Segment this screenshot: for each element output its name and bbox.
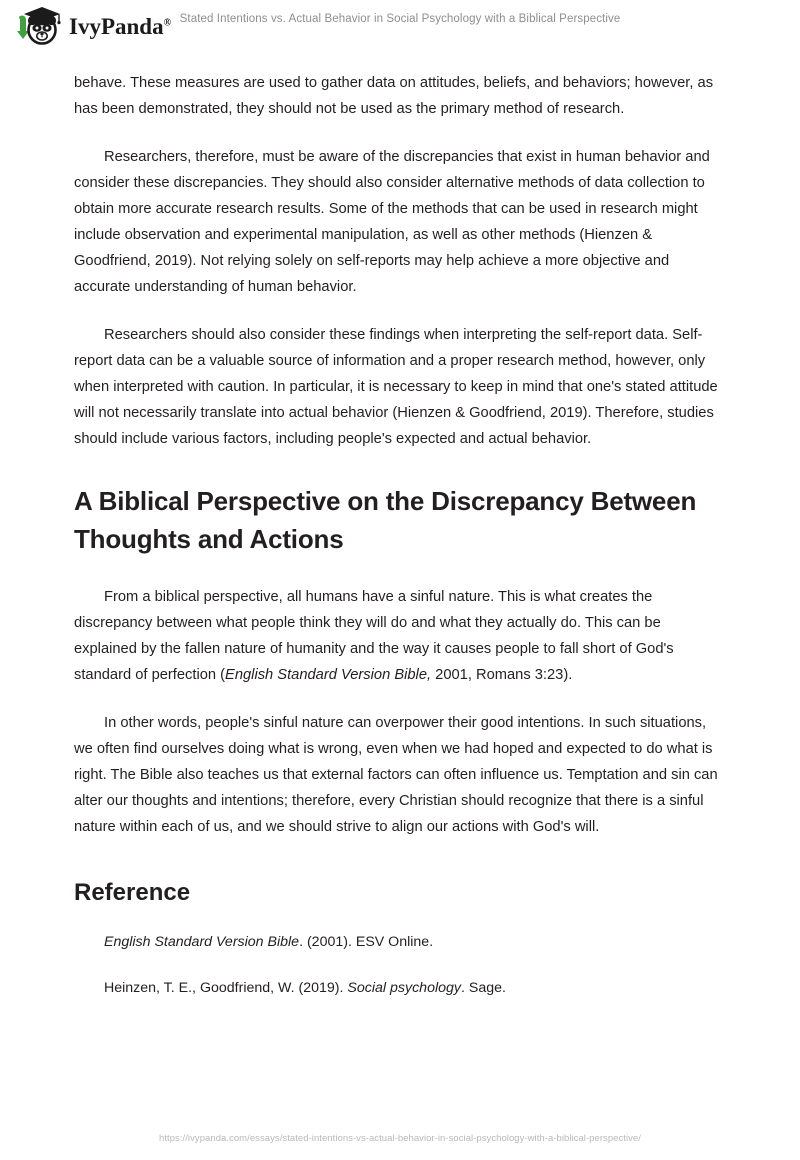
reference-list — [74, 930, 722, 1000]
section-heading-biblical-perspective: A Biblical Perspective on the Discrepancy Between Thoughts and Actions — [74, 486, 697, 554]
page-header — [0, 0, 800, 50]
paragraph-self-report-data: Researchers should also consider these findings when interpreting the self-report data. Self-report data can be a valuable source of information and a proper research method, however, only when interpreted with caution. In particular, it is necessary to keep in mind that one's stated attitude will not necessarily translate into actual behavior (Hienzen & Goodfriend, 2019). Therefore, studies should include various factors, including people's expected and actual behavior. — [74, 327, 718, 447]
reference-authors: Heinzen, T. E., Goodfriend, W. (2019). — [104, 980, 348, 996]
paragraph-researchers-aware: Researchers, therefore, must be aware of the discrepancies that exist in human behavior and consider these discrepancies. They should also consider alternative methods of data collection to obtain more accurate research results. Some of the methods that can be used in research might include observation and experimental manipulation, as well as other methods (Hienzen & Goodfriend, 2019). Not relying solely on self-reports may help achieve a more objective and accurate understanding of human behavior. — [74, 149, 710, 295]
reference-title-italic: English Standard Version Bible — [104, 934, 300, 950]
source-url[interactable]: https://ivypanda.com/essays/stated-intentions-vs-actual-behavior-in-social-psychology-with-a-biblical-perspective/ — [159, 1133, 641, 1144]
registered-mark-icon: ® — [163, 16, 172, 28]
paragraph-sinful-nature — [74, 584, 722, 688]
panda-graduate-logo-icon — [16, 5, 62, 47]
reference-detail: . Sage. — [460, 980, 506, 996]
document-body — [74, 70, 722, 1022]
reference-entry-esv-bible — [74, 930, 722, 954]
document-title: Stated Intentions vs. Actual Behavior in Social Psychology with a Biblical Perspective — [179, 13, 621, 25]
page-footer — [0, 1128, 800, 1146]
reference-detail: . (2001). ESV Online. — [299, 934, 434, 950]
reference-title-italic: Social psychology — [347, 980, 461, 996]
paragraph-continued: behave. These measures are used to gather data on attitudes, beliefs, and behaviors; however, as has been demonstrated, they should not be used as the primary method of research. — [74, 75, 714, 117]
brand-name-text: IvyPanda — [69, 13, 164, 39]
paragraph-sinful-nature-text-b: 2001, Romans 3:23). — [431, 667, 573, 683]
reference-entry-heinzen — [74, 976, 722, 1000]
paragraph-temptation-and-sin: In other words, people's sinful nature can overpower their good intentions. In such situations, we often find ourselves doing what is wrong, even when we had hoped and expected to do what is right. The Bible also teaches us that external factors can often influence us. Temptation and sin can alter our thoughts and intentions; therefore, every Christian should recognize that there is a sinful nature within each of us, and we should strive to align our actions with God's will. — [74, 715, 718, 835]
citation-esv-bible-italic: English Standard Version Bible, — [225, 667, 432, 683]
brand-logo-link[interactable] — [16, 6, 171, 46]
reference-heading: Reference — [74, 879, 191, 906]
paragraph-sinful-nature-text-a: From a biblical perspective, all humans have a sinful nature. This is what creates the discrepancy between what people think they will do and what they actually do. This can be explained by the fallen nature of humanity and the way it causes people to fall short of God's standard of perfection ( — [74, 589, 674, 683]
